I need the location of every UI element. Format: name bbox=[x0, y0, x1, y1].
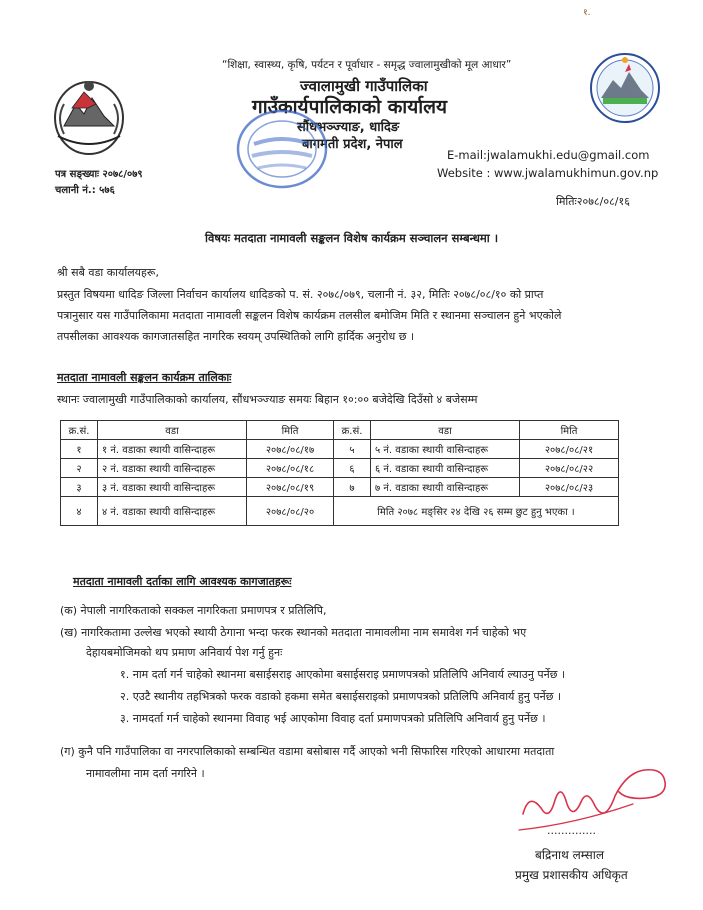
letter-date: मितिः२०७८/०८/१६ bbox=[556, 195, 630, 208]
table-cell: २०७८/०८/२१ bbox=[520, 440, 619, 459]
table-cell: ४ नं. वडाका स्थायी वासिन्दाहरू bbox=[98, 497, 247, 526]
schedule-table bbox=[60, 420, 619, 526]
table-row bbox=[61, 478, 619, 497]
table-header-cell: वडा bbox=[98, 421, 247, 440]
body-paragraph-line: प्रस्तुत विषयमा धादिङ जिल्ला निर्वाचन कार्यालय धादिङको प. सं. २०७८/०७९, चलानी नं. ३२, मितिः २०७८/०८/१० को प्राप्त bbox=[57, 288, 544, 301]
letter-subject: विषयः मतदाता नामावली सङ्कलन विशेष कार्यक्रम सञ्चालन सम्बन्धमा । bbox=[205, 231, 499, 245]
body-paragraph-line: तपसीलका आवश्यक कागजातसहित नागरिक स्वयम् उपस्थितिको लागि हार्दिक अनुरोध छ । bbox=[57, 330, 415, 343]
nepal-emblem-icon bbox=[50, 74, 128, 158]
table-cell: २०७८/०८/१९ bbox=[247, 478, 334, 497]
table-header-row bbox=[61, 421, 619, 440]
table-cell: ३ नं. वडाका स्थायी वासिन्दाहरू bbox=[98, 478, 247, 497]
table-cell: २०७८/०८/१८ bbox=[247, 459, 334, 478]
letter-number: पत्र सङ्ख्याः २०७८/०७९ bbox=[55, 169, 143, 180]
signer-name: बद्रिनाथ लम्साल bbox=[535, 848, 604, 862]
table-cell: ६ bbox=[334, 459, 371, 478]
table-header-cell: वडा bbox=[371, 421, 520, 440]
office-address-line2: बागमती प्रदेश, नेपाल bbox=[302, 137, 403, 152]
document-subitem-1: १. नाम दर्ता गर्न चाहेको स्थानमा बसाईसराइ आएकोमा बसाईसराइ प्रमाणपत्रको प्रतिलिपि अनिवार्य ल्याउनु पर्नेछ । bbox=[120, 668, 566, 681]
body-paragraph-line: पत्रानुसार यस गाउँपालिकामा मतदाता नामावली सङ्कलन विशेष कार्यक्रम तलसील बमोजिम मिति र स्थानमा सञ्चालन हुने भएकोले bbox=[57, 309, 562, 322]
document-subitem-3: ३. नामदर्ता गर्न चाहेको स्थानमा विवाह भई आएकोमा विवाह दर्ता प्रमाणपत्रको प्रतिलिपि अनिवार्य हुनु पर्नेछ । bbox=[120, 712, 546, 725]
table-header-cell: क्र.सं. bbox=[61, 421, 98, 440]
table-row bbox=[61, 497, 619, 526]
table-cell: ४ bbox=[61, 497, 98, 526]
schedule-venue: स्थानः ज्वालामुखी गाउँपालिकाको कार्यालय, सौंधभञ्ज्याङ समयः बिहान १०:०० बजेदेखि दिउँसो ४ बजेसम्म bbox=[57, 393, 478, 406]
table-note-cell: मिति २०७८ मङ्सिर २४ देखि २६ सम्म छुट हुनु भएका । bbox=[334, 497, 619, 526]
signature-line: .............. bbox=[547, 824, 596, 837]
table-cell: २०७८/०८/२२ bbox=[520, 459, 619, 478]
table-cell: ७ bbox=[334, 478, 371, 497]
contact-email: E-mail:jwalamukhi.edu@gmail.com bbox=[447, 148, 650, 162]
table-cell: १ नं. वडाका स्थायी वासिन्दाहरू bbox=[98, 440, 247, 459]
table-cell: ५ bbox=[334, 440, 371, 459]
table-cell: २ bbox=[61, 459, 98, 478]
table-header-cell: मिति bbox=[520, 421, 619, 440]
schedule-heading: मतदाता नामावली सङ्कलन कार्यक्रम तालिकाः bbox=[57, 371, 232, 384]
table-cell: २ नं. वडाका स्थायी वासिन्दाहरू bbox=[98, 459, 247, 478]
document-item-ga-cont: नामावलीमा नाम दर्ता नगरिने । bbox=[86, 767, 205, 780]
signer-designation: प्रमुख प्रशासकीय अधिकृत bbox=[515, 868, 628, 882]
document-item-kha-cont: देहायबमोजिमको थप प्रमाण अनिवार्य पेश गर्नु हुनः bbox=[86, 646, 283, 659]
table-header-cell: क्र.सं. bbox=[334, 421, 371, 440]
office-stamp-icon bbox=[232, 104, 332, 194]
office-name: गाउँकार्यपालिकाको कार्यालय bbox=[252, 96, 448, 118]
contact-website: Website : www.jwalamukhimun.gov.np bbox=[437, 166, 659, 180]
table-cell: १ bbox=[61, 440, 98, 459]
table-row bbox=[61, 440, 619, 459]
municipality-name: ज्वालामुखी गाउँपालिका bbox=[300, 77, 428, 95]
office-address-line1: सौंधभञ्ज्याङ, धादिङ bbox=[297, 120, 400, 135]
table-cell: ३ bbox=[61, 478, 98, 497]
salutation: श्री सबै वडा कार्यालयहरू, bbox=[57, 266, 159, 279]
table-header-cell: मिति bbox=[247, 421, 334, 440]
table-cell: ६ नं. वडाका स्थायी वासिन्दाहरू bbox=[371, 459, 520, 478]
corner-mark: १. bbox=[583, 8, 591, 18]
table-row bbox=[61, 459, 619, 478]
table-cell: २०७८/०८/२३ bbox=[520, 478, 619, 497]
document-item-kha: (ख) नागरिकतामा उल्लेख भएको स्थायी ठेगाना भन्दा फरक स्थानको मतदाता नामावलीमा नाम समावेश गर्न चाहेको भए bbox=[60, 626, 527, 639]
document-item-ka: (क) नेपाली नागरिकताको सक्कल नागरिकता प्रमाणपत्र र प्रतिलिपि, bbox=[60, 604, 327, 617]
motto-text: “शिक्षा, स्वास्थ्य, कृषि, पर्यटन र पूर्वाधार - समृद्ध ज्वालामुखीको मूल आधार” bbox=[222, 59, 512, 71]
municipality-logo-icon bbox=[585, 44, 665, 129]
table-cell: ७ नं. वडाका स्थायी वासिन्दाहरू bbox=[371, 478, 520, 497]
table-cell: ५ नं. वडाका स्थायी वासिन्दाहरू bbox=[371, 440, 520, 459]
document-subitem-2: २. एउटै स्थानीय तहभित्रको फरक वडाको हकमा समेत बसाईसराइको प्रमाणपत्रको प्रतिलिपि अनिवार्य हुनु पर्नेछ । bbox=[120, 690, 562, 703]
table-cell: २०७८/०८/२० bbox=[247, 497, 334, 526]
dispatch-number: चलानी नं.: ५७६ bbox=[55, 185, 115, 196]
documents-heading: मतदाता नामावली दर्ताका लागि आवश्यक कागजातहरूः bbox=[73, 575, 292, 588]
document-item-ga: (ग) कुनै पनि गाउँपालिका वा नगरपालिकाको सम्बन्धित वडामा बसोबास गर्दै आएको भनी सिफारिस गरिएको आधारमा मतदाता bbox=[60, 745, 555, 758]
table-cell: २०७८/०८/१७ bbox=[247, 440, 334, 459]
